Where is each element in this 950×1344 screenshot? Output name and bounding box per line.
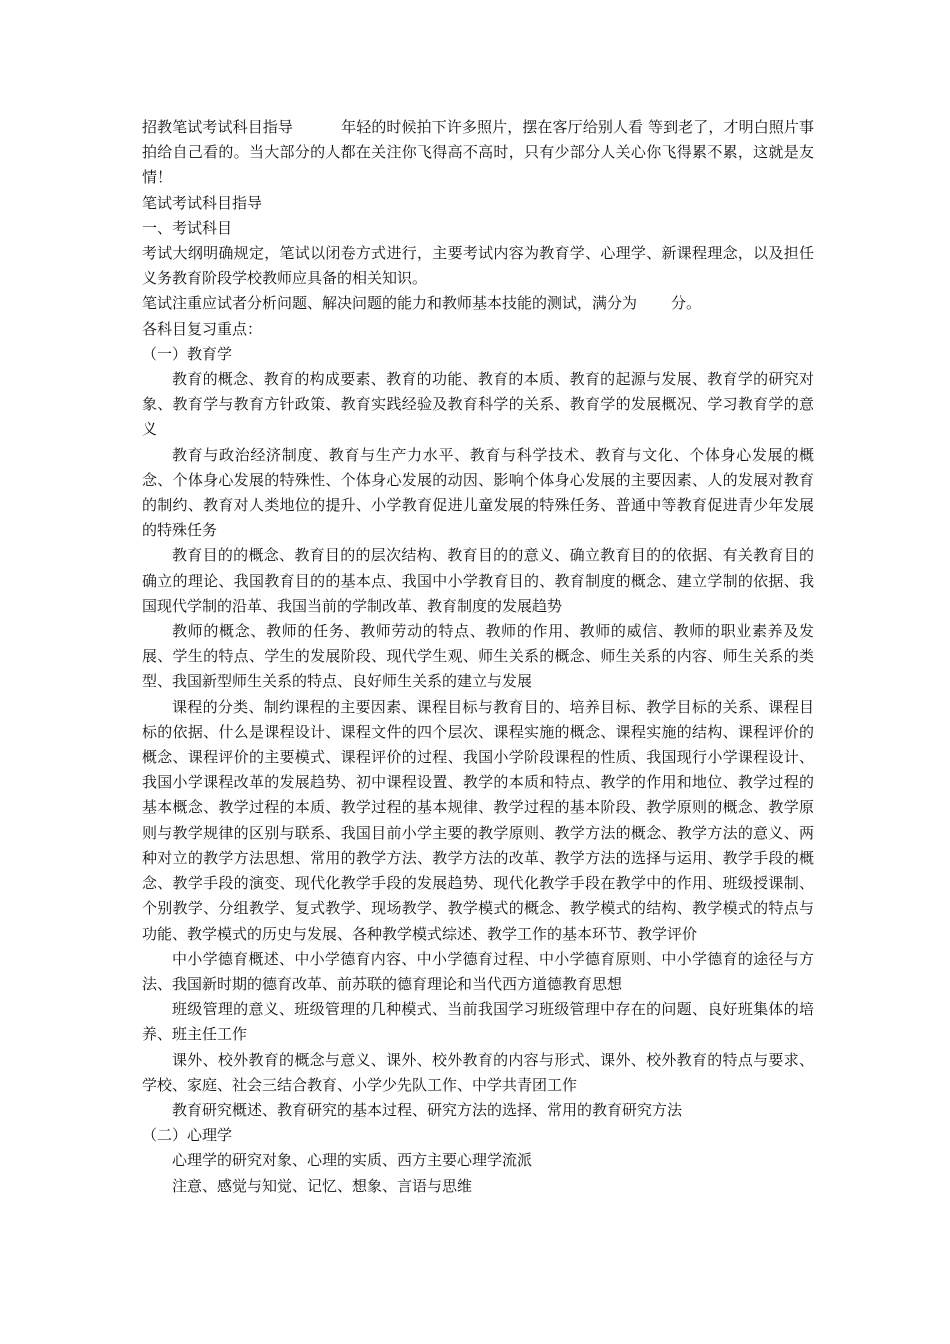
document-page (142, 115, 814, 1199)
section1-paragraph-2 (142, 291, 814, 316)
score-text-before: 笔试注重应试者分析问题、解决问题的能力和教师基本技能的测试，满分为 (142, 294, 638, 313)
education-paragraph: 班级管理的意义、班级管理的几种模式、当前我国学习班级管理中存在的问题、良好班集体的培养、班主任工作 (142, 1000, 814, 1044)
intro-text: 年轻的时候拍下许多照片，摆在客厅给别人看 等到老了，才明白照片事拍给自己看的。当大部分的人都在关注你飞得高不高时，只有少部分人关心你飞得累不累，这就是友情！ (142, 118, 814, 187)
psychology-paragraph: 心理学的研究对象、心理的实质、西方主要心理学流派 (172, 1151, 533, 1170)
header-paragraph (142, 115, 814, 191)
doc-title: 笔试考试科目指导 (142, 193, 263, 212)
section1-heading: 一、考试科目 (142, 218, 233, 237)
psychology-paragraph: 注意、感觉与知觉、记忆、想象、言语与思维 (172, 1176, 473, 1195)
header-title: 招教笔试考试科目指导 (142, 118, 294, 136)
education-paragraph: 课程的分类、制约课程的主要因素、课程目标与教育目的、培养目标、教学目标的关系、课程目标的依据、什么是课程设计、课程文件的四个层次、课程实施的概念、课程实施的结构、课程评价的概念、课程评价的主要模式、课程评价的过程、我国小学阶段课程的性质、我国现行小学课程设计、我国小学课程改革的发展趋势、初中课程设置、教学的本质和特点、教学的作用和地位、教学过程的基本概念、教学过程的本质、教学过程的基本规律、教学过程的基本阶段、教学原则的概念、教学原则与教学规律的区别与联系、我国目前小学主要的教学原则、教学方法的概念、教学方法的意义、两种对立的教学方法思想、常用的教学方法、教学方法的改革、教学方法的选择与运用、教学手段的概念、教学手段的演变、现代化教学手段的发展趋势、现代化教学手段在教学中的作用、班级授课制、个别教学、分组教学、复式教学、现场教学、教学模式的概念、教学模式的结构、教学模式的特点与功能、教学模式的历史与发展、各种教学模式综述、教学工作的基本环节、教学评价 (142, 697, 814, 943)
review-heading: 各科目复习重点： (142, 319, 263, 338)
education-paragraph: 教育的概念、教育的构成要素、教育的功能、教育的本质、教育的起源与发展、教育学的研究对象、教育学与教育方针政策、教育实践经验及教育科学的关系、教育学的发展概况、学习教育学的意义 (142, 370, 814, 439)
education-heading: （一）教育学 (142, 344, 233, 363)
section1-paragraph-1: 考试大纲明确规定，笔试以闭卷方式进行，主要考试内容为教育学、心理学、新课程理念，以及担任义务教育阶段学校教师应具备的相关知识。 (142, 244, 814, 288)
education-paragraph: 教育与政治经济制度、教育与生产力水平、教育与科学技术、教育与文化、个体身心发展的概念、个体身心发展的特殊性、个体身心发展的动因、影响个体身心发展的主要因素、人的发展对教育的制约、教育对人类地位的提升、小学教育促进儿童发展的特殊任务、普通中等教育促进青少年发展的特殊任务 (142, 445, 814, 540)
education-paragraph: 教师的概念、教师的任务、教师劳动的特点、教师的作用、教师的威信、教师的职业素养及发展、学生的特点、学生的发展阶段、现代学生观、师生关系的概念、师生关系的内容、师生关系的类型、我国新型师生关系的特点、良好师生关系的建立与发展 (142, 622, 814, 691)
education-paragraph: 中小学德育概述、中小学德育内容、中小学德育过程、中小学德育原则、中小学德育的途径与方法、我国新时期的德育改革、前苏联的德育理论和当代西方道德教育思想 (142, 949, 814, 993)
score-text-after: 分。 (671, 294, 702, 313)
education-paragraph: 教育研究概述、教育研究的基本过程、研究方法的选择、常用的教育研究方法 (172, 1100, 683, 1119)
education-paragraph: 课外、校外教育的概念与意义、课外、校外教育的内容与形式、课外、校外教育的特点与要求、学校、家庭、社会三结合教育、小学少先队工作、中学共青团工作 (142, 1050, 814, 1094)
psychology-heading: （二）心理学 (142, 1126, 233, 1145)
education-paragraph: 教育目的的概念、教育目的的层次结构、教育目的的意义、确立教育目的的依据、有关教育目的确立的理论、我国教育目的的基本点、我国中小学教育目的、教育制度的概念、建立学制的依据、我国现代学制的沿革、我国当前的学制改革、教育制度的发展趋势 (142, 546, 814, 615)
